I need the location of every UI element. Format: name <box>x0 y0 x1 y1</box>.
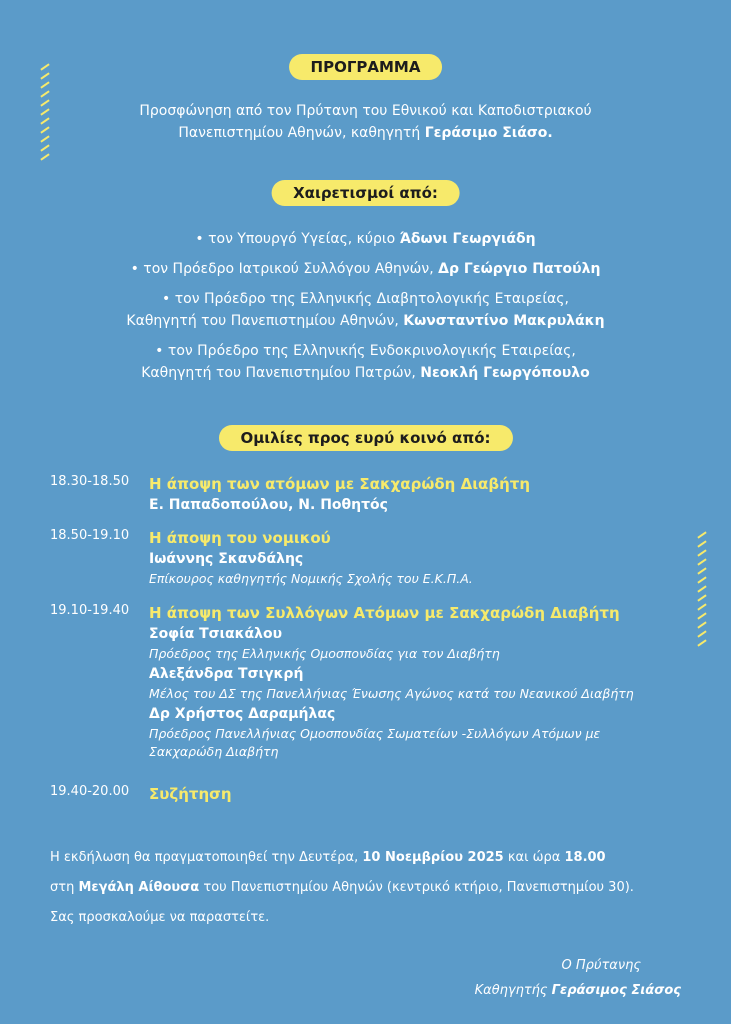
signature <box>475 958 681 998</box>
rector-address <box>0 100 731 144</box>
signature-title: Ο Πρύτανης <box>561 958 641 973</box>
signature-name: Γεράσιμος Σιάσος <box>551 983 681 998</box>
event-venue: Μεγάλη Αίθουσα <box>78 880 200 895</box>
event-line1: Η εκδήλωση θα πραγματοποιηθεί την Δευτέρα, 10 Νοεμβρίου 2025 και ώρα 18.00 <box>50 850 606 865</box>
talk-speaker: Δρ Χρήστος Δαραμήλας <box>149 706 336 722</box>
event-line2: στη Μεγάλη Αίθουσα του Πανεπιστημίου Αθηνών (κεντρικό κτήριο, Πανεπιστημίου 30). <box>50 880 634 895</box>
address-line2: Πανεπιστημίου Αθηνών, καθηγητή Γεράσιμο Σιάσο. <box>178 125 553 141</box>
event-time: 18.00 <box>564 850 606 865</box>
greeting-item: • τον Υπουργό Υγείας, κύριο Άδωνι Γεωργιάδη <box>0 228 731 250</box>
talk-time: 18.50-19.10 <box>50 528 130 543</box>
talk-speaker: Ε. Παπαδοπούλου, Ν. Ποθητός <box>149 497 388 513</box>
talk-speaker-role: Μέλος του ΔΣ της Πανελλήνιας Ένωσης Αγώνος κατά του Νεανικού Διαβήτη <box>149 686 634 701</box>
talk-speaker-role: Πρόεδρος της Ελληνικής Ομοσπονδίας για τον Διαβήτη <box>149 646 500 661</box>
talk-speaker: Αλεξάνδρα Τσιγκρή <box>149 666 304 682</box>
talk-title: Η άποψη των ατόμων με Σακχαρώδη Διαβήτη <box>149 475 531 493</box>
greeting-item: • τον Πρόεδρο της Ελληνικής Ενδοκρινολογικής Εταιρείας, Καθηγητή του Πανεπιστημίου Πατρών, Νεοκλή Γεωργόπουλο <box>0 340 731 384</box>
talk-time: 18.30-18.50 <box>50 474 130 489</box>
talk-speaker-role: Επίκουρος καθηγητής Νομικής Σχολής του Ε.Κ.Π.Α. <box>149 571 473 586</box>
program-label: ΠΡΟΓΡΑΜΜΑ <box>289 54 443 80</box>
greeting-item: • τον Πρόεδρο Ιατρικού Συλλόγου Αθηνών, Δρ Γεώργιο Πατούλη <box>0 258 731 280</box>
address-line1: Προσφώνηση από τον Πρύτανη του Εθνικού και Καποδιστριακού <box>139 103 592 119</box>
signature-name-line: Καθηγητής Γεράσιμος Σιάσος <box>474 983 681 998</box>
talk-speaker-role-cont: Σακχαρώδη Διαβήτη <box>149 744 279 759</box>
event-line3: Σας προσκαλούμε να παραστείτε. <box>50 910 270 925</box>
talk-title: Η άποψη των Συλλόγων Ατόμων με Σακχαρώδη Διαβήτη <box>149 604 620 622</box>
talks-label: Ομιλίες προς ευρύ κοινό από: <box>218 425 512 451</box>
event-info <box>50 843 690 933</box>
talk-speaker: Ιωάννης Σκανδάλης <box>149 551 304 567</box>
talk-title: Συζήτηση <box>149 785 232 803</box>
talk-time: 19.10-19.40 <box>50 603 130 618</box>
rector-name: Γεράσιμο Σιάσο. <box>424 125 553 141</box>
talk-speaker-role: Πρόεδρος Πανελλήνιας Ομοσπονδίας Σωματείων -Συλλόγων Ατόμων με <box>149 726 601 741</box>
event-date: 10 Νοεμβρίου 2025 <box>362 850 504 865</box>
greetings-label: Χαιρετισμοί από: <box>271 180 460 206</box>
greetings-list <box>0 228 731 392</box>
talk-speaker: Σοφία Τσιακάλου <box>149 626 283 642</box>
talk-time: 19.40-20.00 <box>50 784 130 799</box>
greeting-item: • τον Πρόεδρο της Ελληνικής Διαβητολογικής Εταιρείας, Καθηγητή του Πανεπιστημίου Αθηνών, Κωνσταντίνο Μακρυλάκη <box>0 288 731 332</box>
talk-title: Η άποψη του νομικού <box>149 529 331 547</box>
